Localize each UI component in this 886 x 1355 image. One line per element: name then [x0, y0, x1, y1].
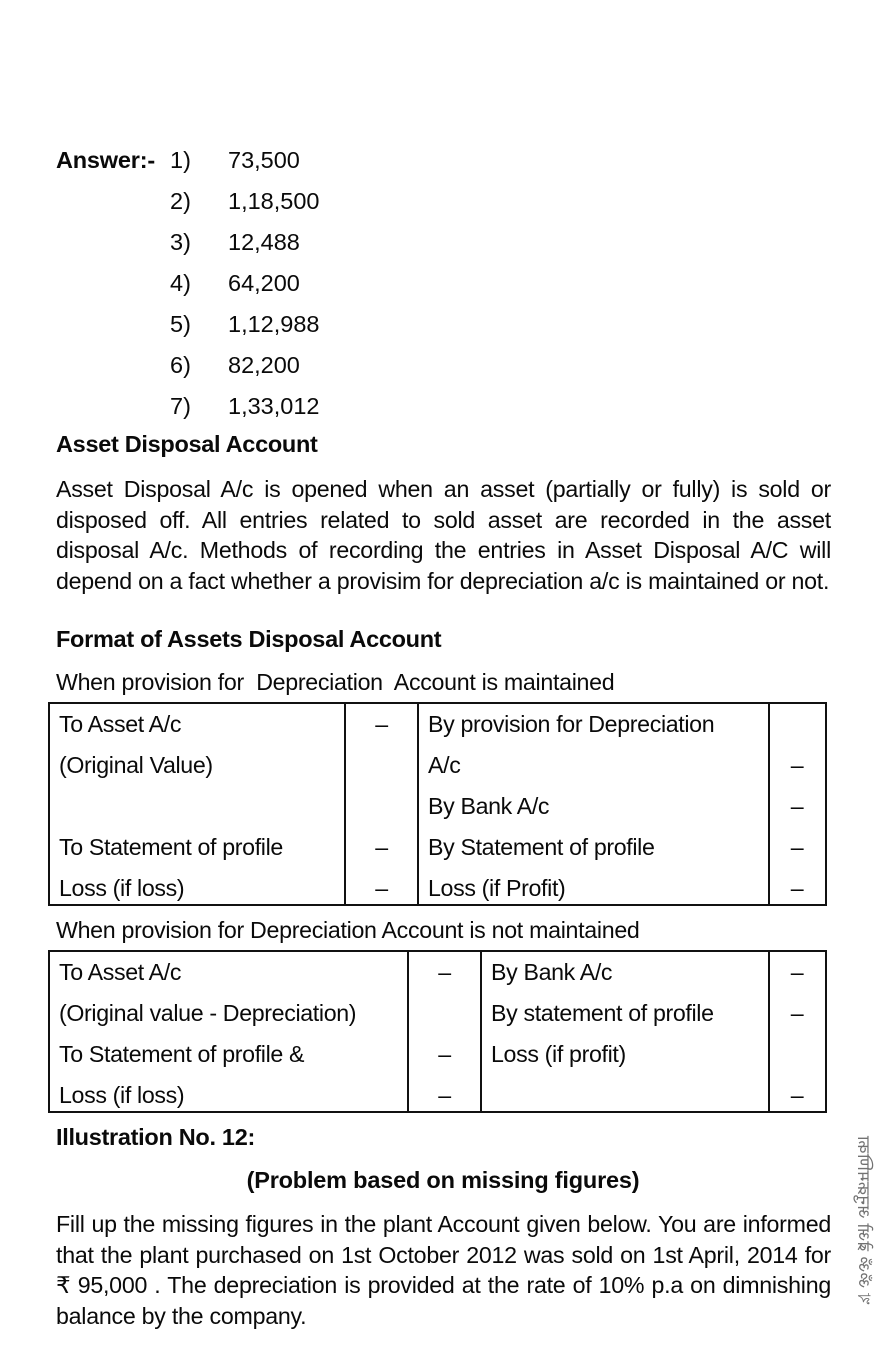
asset-disposal-paragraph: Asset Disposal A/c is opened when an asset (partially or fully) is sold or disposed off. All entries related to sold asset are recorded in the asset disposal A/c. Methods of recording the entries in Asset Disposal A/C will depend on a fact whether a provisim for depreciation a/c is maintained or not.: [56, 476, 831, 594]
table-cell-amount: –: [790, 793, 804, 819]
answer-item-value: 12,488: [228, 229, 300, 255]
answer-item-value: 73,500: [228, 147, 300, 173]
answer-item-number: 5): [170, 311, 191, 337]
answer-item-value: 64,200: [228, 270, 300, 296]
table2-credit-amount-column: [768, 952, 824, 1111]
answer-item-value: 82,200: [228, 352, 300, 378]
table-cell: To Statement of profile &: [59, 1041, 305, 1067]
table-cell: By Statement of profile: [428, 834, 655, 860]
table-cell: Loss (if loss): [59, 1082, 185, 1108]
table2-debit-particulars-column: [50, 952, 407, 1111]
disposal-table-provision-not-maintained: [48, 950, 827, 1113]
answer-row: [56, 263, 476, 304]
table1-caption: When provision for Depreciation Account is maintained: [56, 669, 615, 695]
margin-artifact-label: খ ॐॐ ब्रेओ अनुक्रमणिका: [854, 1135, 873, 1305]
margin-artifact-text: [842, 1120, 882, 1320]
table-cell-amount: [770, 1034, 824, 1075]
answer-row: [56, 181, 476, 222]
table2-caption: When provision for Depreciation Account is not maintained: [56, 917, 640, 943]
table-cell: By Bank A/c: [491, 959, 613, 985]
answer-item-number: 7): [170, 393, 191, 419]
table-cell: Loss (if profit): [491, 1041, 626, 1067]
answer-row: [56, 386, 476, 427]
answer-item-number: 4): [170, 270, 191, 296]
table-cell: By provision for Depreciation: [428, 711, 715, 737]
table-cell-amount: –: [375, 834, 388, 860]
table-cell-amount: [409, 993, 480, 1034]
format-heading: Format of Assets Disposal Account: [56, 626, 442, 652]
table-cell: [482, 1075, 768, 1116]
answer-item-number: 1): [170, 147, 191, 173]
table-cell-amount: [346, 745, 417, 786]
answer-item-value: 1,12,988: [228, 311, 320, 337]
answer-item-value: 1,33,012: [228, 393, 320, 419]
answer-label: Answer:-: [56, 147, 155, 173]
table-cell-amount: –: [790, 834, 804, 860]
answer-item-value: 1,18,500: [228, 188, 320, 214]
answer-row: [56, 304, 476, 345]
table-cell: To Statement of profile: [59, 834, 283, 860]
table-cell-amount: [346, 786, 417, 827]
table-cell-amount: –: [375, 711, 388, 737]
answer-row: [56, 345, 476, 386]
table-cell-amount: –: [438, 1041, 451, 1067]
table-cell: By statement of profile: [491, 1000, 714, 1026]
table-cell: (Original Value): [59, 752, 213, 778]
illustration-heading: Illustration No. 12:: [56, 1124, 255, 1150]
table-cell: Loss (if loss): [59, 875, 185, 901]
table1-debit-amount-column: [344, 704, 417, 904]
table-cell: By Bank A/c: [428, 793, 550, 819]
table2-debit-amount-column: [407, 952, 480, 1111]
table-cell: [50, 786, 344, 827]
table1-debit-particulars-column: [50, 704, 344, 904]
table-cell: To Asset A/c: [59, 711, 182, 737]
disposal-table-provision-maintained: [48, 702, 827, 906]
answer-item-number: 3): [170, 229, 191, 255]
table-cell: To Asset A/c: [59, 959, 182, 985]
table2-credit-particulars-column: [480, 952, 768, 1111]
table-cell-amount: –: [790, 752, 804, 778]
table-cell-amount: –: [438, 1082, 451, 1108]
table-cell-amount: –: [790, 1082, 804, 1108]
table-cell-amount: –: [790, 959, 804, 985]
table-cell: A/c: [428, 752, 461, 778]
asset-disposal-heading: Asset Disposal Account: [56, 431, 318, 457]
answer-list: [56, 140, 476, 427]
table-cell: (Original value - Depreciation): [59, 1000, 357, 1026]
table-cell-amount: –: [790, 875, 804, 901]
answer-row: [56, 140, 476, 181]
table-cell-amount: [770, 704, 824, 745]
table-cell-amount: –: [438, 959, 451, 985]
illustration-paragraph: Fill up the missing figures in the plant Account given below. You are informed that the plant purchased on 1st October 2012 was sold on 1st April, 2014 for ₹ 95,000 . The depreciation is provided at the rate of 10% p.a on dimnishing balance by the company.: [56, 1211, 831, 1329]
answer-row: [56, 222, 476, 263]
table-cell-amount: –: [790, 1000, 804, 1026]
table1-credit-amount-column: [768, 704, 824, 904]
answer-item-number: 2): [170, 188, 191, 214]
table-cell: Loss (if Profit): [428, 875, 566, 901]
table1-credit-particulars-column: [417, 704, 768, 904]
table-cell-amount: –: [375, 875, 388, 901]
illustration-subtitle: (Problem based on missing figures): [246, 1167, 640, 1193]
answer-item-number: 6): [170, 352, 191, 378]
